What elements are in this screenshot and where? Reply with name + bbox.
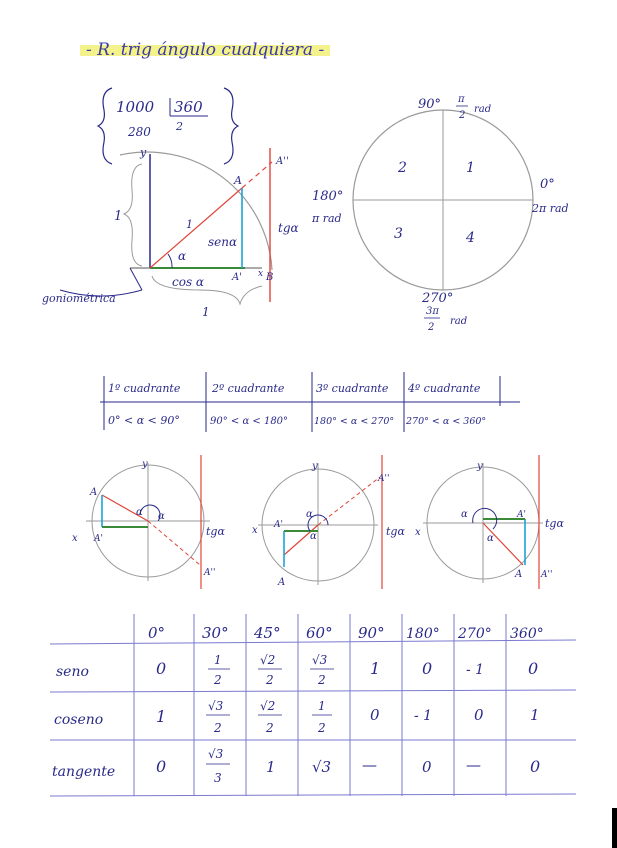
label-270-den: 2 (428, 322, 435, 333)
quadrant-range-3: 180° < α < 270° (314, 416, 395, 427)
tg-label: tgα (545, 517, 564, 530)
q1-label: 1 (466, 160, 475, 176)
quadrant-range-2: 90° < α < 180° (210, 416, 289, 427)
cell: 0 (474, 706, 484, 724)
remainder: 280 (128, 125, 151, 139)
y-label: y (477, 461, 483, 472)
point-a1: A' (232, 272, 242, 283)
point-a: A (234, 174, 242, 187)
cell: — (466, 756, 481, 774)
label-0-rad: 2π rad (532, 202, 569, 215)
quadrant-header-2: 2º cuadrante (212, 382, 285, 395)
x-label: x (252, 525, 258, 536)
x-label: x (415, 527, 421, 538)
cell-num: 1 (318, 699, 326, 713)
goniometrica-label: goniométrica (42, 292, 116, 305)
q3-label: 3 (394, 226, 403, 242)
cell-den: 2 (214, 721, 222, 735)
dividend: 1000 (116, 98, 155, 116)
page-title: - R. trig ángulo cualquiera - (80, 40, 330, 60)
quadrant-header-1: 1º cuadrante (108, 382, 181, 395)
cell-den: 2 (318, 673, 326, 687)
point-a: A (278, 577, 286, 588)
cell: √3 (312, 758, 332, 776)
angle-30: 30° (202, 624, 229, 642)
cell-den: 2 (266, 673, 274, 687)
label-90-num: π (458, 94, 465, 105)
quadrant-header-3: 3º cuadrante (316, 382, 389, 395)
point-a2: A'' (378, 474, 390, 484)
angle-45: 45° (254, 624, 281, 642)
label-0: 0° (540, 177, 555, 192)
third-quadrant-circle (248, 455, 418, 595)
point-a1: A' (517, 510, 526, 520)
cell-den: 2 (266, 721, 274, 735)
cell: 0 (530, 757, 541, 776)
angle-180: 180° (406, 626, 440, 642)
cell: - 1 (466, 662, 485, 678)
one-vertical: 1 (114, 209, 123, 224)
label-270-unit: rad (450, 316, 468, 327)
point-a2: A'' (276, 156, 289, 167)
point-a2: A'' (541, 570, 553, 580)
point-b: B (266, 272, 274, 283)
alpha-1: α (136, 507, 143, 518)
alpha-2: α (487, 533, 494, 544)
label-270-num: 3π (426, 306, 439, 317)
cell: 0 (370, 706, 380, 724)
cell-den: 2 (318, 721, 326, 735)
cell: 0 (156, 659, 167, 678)
divisor: 360 (174, 98, 203, 116)
row-label-coseno: coseno (54, 712, 104, 728)
label-180-rad: π rad (312, 212, 342, 225)
x-label: x (258, 269, 264, 279)
cell-num: √3 (208, 699, 224, 713)
alpha-1: α (461, 509, 468, 520)
angle-360: 360° (510, 626, 544, 642)
label-180: 180° (312, 189, 344, 204)
quotient: 2 (176, 120, 183, 133)
quadrant-table (100, 370, 520, 436)
angle-60: 60° (306, 624, 333, 642)
cell: 0 (422, 758, 432, 776)
cell-den: 2 (214, 673, 222, 687)
cell: 1 (266, 758, 276, 776)
label-90: 90° (418, 97, 442, 112)
row-label-seno: seno (56, 664, 89, 680)
cell: 0 (528, 659, 539, 678)
cell: 1 (370, 659, 381, 678)
x-label: x (72, 533, 78, 544)
label-90-den: 2 (459, 110, 466, 121)
tg-label: tgα (206, 525, 225, 538)
label-90-unit: rad (474, 104, 492, 115)
tg-label: tgα (278, 221, 299, 235)
y-label: y (140, 146, 147, 159)
quadrant-header-4: 4º cuadrante (408, 382, 481, 395)
angle-90: 90° (358, 624, 385, 642)
quadrant-range-4: 270° < α < 360° (406, 416, 487, 427)
scan-edge (612, 808, 617, 848)
cell-den: 3 (214, 771, 222, 785)
cell: — (362, 756, 377, 774)
cell-num: 1 (214, 653, 222, 667)
cell-num: √3 (208, 747, 224, 761)
cell: 0 (156, 757, 167, 776)
y-label: y (142, 459, 148, 470)
cell: - 1 (414, 708, 433, 724)
cell-num: √2 (260, 699, 276, 713)
alpha-1: α (306, 509, 313, 520)
quadrant-range-1: 0° < α < 90° (108, 414, 180, 427)
alpha-label: α (178, 249, 187, 263)
cell: 1 (530, 706, 540, 724)
cos-label: cos α (172, 275, 205, 289)
one-hyp: 1 (186, 218, 193, 231)
y-label: y (312, 461, 318, 472)
second-quadrant-circle (70, 455, 240, 595)
row-label-tangente: tangente (52, 764, 116, 780)
point-a2: A'' (204, 568, 216, 578)
point-a1: A' (274, 520, 283, 530)
cell: 0 (422, 659, 433, 678)
cell-num: √3 (312, 653, 328, 667)
angle-270: 270° (458, 626, 492, 642)
alpha-2: α (158, 511, 165, 522)
point-a1: A' (94, 534, 103, 544)
point-a: A (90, 487, 98, 498)
cell: 1 (156, 707, 167, 726)
quadrant-circle (300, 90, 617, 340)
goniometric-diagram (0, 80, 320, 340)
one-bottom: 1 (202, 305, 210, 319)
trig-values-table (50, 600, 580, 800)
q2-label: 2 (398, 160, 407, 176)
label-270: 270° (422, 291, 454, 306)
tg-label: tgα (386, 525, 405, 538)
sin-label: senα (208, 235, 238, 249)
point-a: A (515, 569, 523, 580)
angle-0: 0° (148, 624, 166, 642)
q4-label: 4 (466, 230, 475, 246)
cell-num: √2 (260, 653, 276, 667)
fourth-quadrant-circle (415, 455, 605, 595)
alpha-2: α (310, 531, 317, 542)
